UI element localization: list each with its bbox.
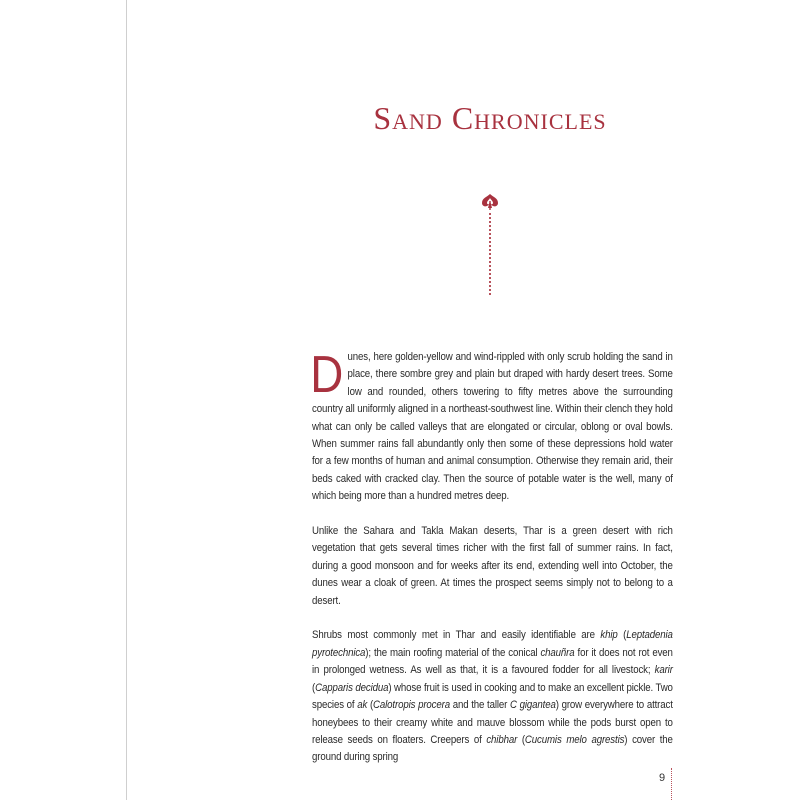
italic-term: Capparis decidua bbox=[315, 681, 389, 694]
text-run: ( bbox=[367, 699, 374, 712]
italic-term: Cucumis melo agrestis bbox=[524, 733, 625, 746]
italic-term: ak bbox=[357, 699, 368, 712]
paragraph-3 bbox=[312, 627, 673, 766]
italic-term: chibhar bbox=[486, 733, 518, 746]
text-run: Shrubs most commonly met in Thar and easily identifiable are bbox=[312, 629, 601, 642]
body-text bbox=[310, 346, 673, 767]
spade-fleur-ornament-icon bbox=[481, 193, 499, 211]
page-title: Sand Chronicles bbox=[373, 100, 607, 136]
paragraph-2: Unlike the Sahara and Takla Makan deserts, Thar is a green desert with rich vegetation that gets several times richer with the first fall of summer rains. In fact, during a good monsoon and for weeks after its end, extending well into October, the dunes wear a cloak of green. At times the prospect seems simply not to belong to a desert. bbox=[312, 525, 673, 607]
text-run: ); the main roofing material of the conical bbox=[365, 646, 541, 659]
paragraph-text: unes, here golden-yellow and wind-rippled with only scrub holding the sand in place, there sombre grey and plain but draped with hardy desert trees. Some low and rounded, others towering to fifty metres above the surrounding country all uniformly aligned in a northeast-southwest line. Within their clench they hold what can only be called valleys that are elongated or circular, oblong or oval bowls. When summer rains fall abundantly only then some of these depressions hold water for a few months of human and animal consumption. Otherwise they remain arid, their beds caked with cracked clay. Then the source of potable water is the well, many of which being more than a hundred metres deep. bbox=[312, 351, 673, 503]
text-run: and the taller bbox=[449, 699, 511, 712]
italic-term: karir bbox=[654, 664, 673, 677]
italic-term: khip bbox=[600, 629, 618, 642]
italic-term: Leptadenia pyrotechnica bbox=[312, 629, 673, 659]
italic-term: chauñra bbox=[540, 646, 575, 659]
paragraph-1 bbox=[310, 346, 673, 506]
page-number: 9 bbox=[659, 772, 666, 784]
page-number-rule bbox=[671, 768, 672, 800]
text-run: ) whose fruit is used in cooking and to make an excellent pickle. Two species of bbox=[312, 681, 673, 712]
page-edge-divider bbox=[126, 0, 127, 800]
text-run: ) grow everywhere to attract honeybees to their creamy white and mauve blossom while the pods burst open to release seeds on floaters. Creepers of bbox=[312, 699, 673, 746]
text-run: ( bbox=[617, 629, 627, 642]
text-run: for it does not rot even in prolonged wetness. As well as that, it is a favoured fodder for all livestock; bbox=[312, 646, 673, 677]
drop-cap: D bbox=[310, 346, 344, 404]
ornament-dotted-line bbox=[489, 213, 491, 295]
italic-term: C gigantea bbox=[510, 699, 556, 712]
text-run: ( bbox=[312, 681, 316, 694]
text-run: ( bbox=[517, 733, 525, 746]
italic-term: Calotropis procera bbox=[373, 699, 450, 712]
text-run: ) cover the ground during spring bbox=[312, 733, 673, 764]
